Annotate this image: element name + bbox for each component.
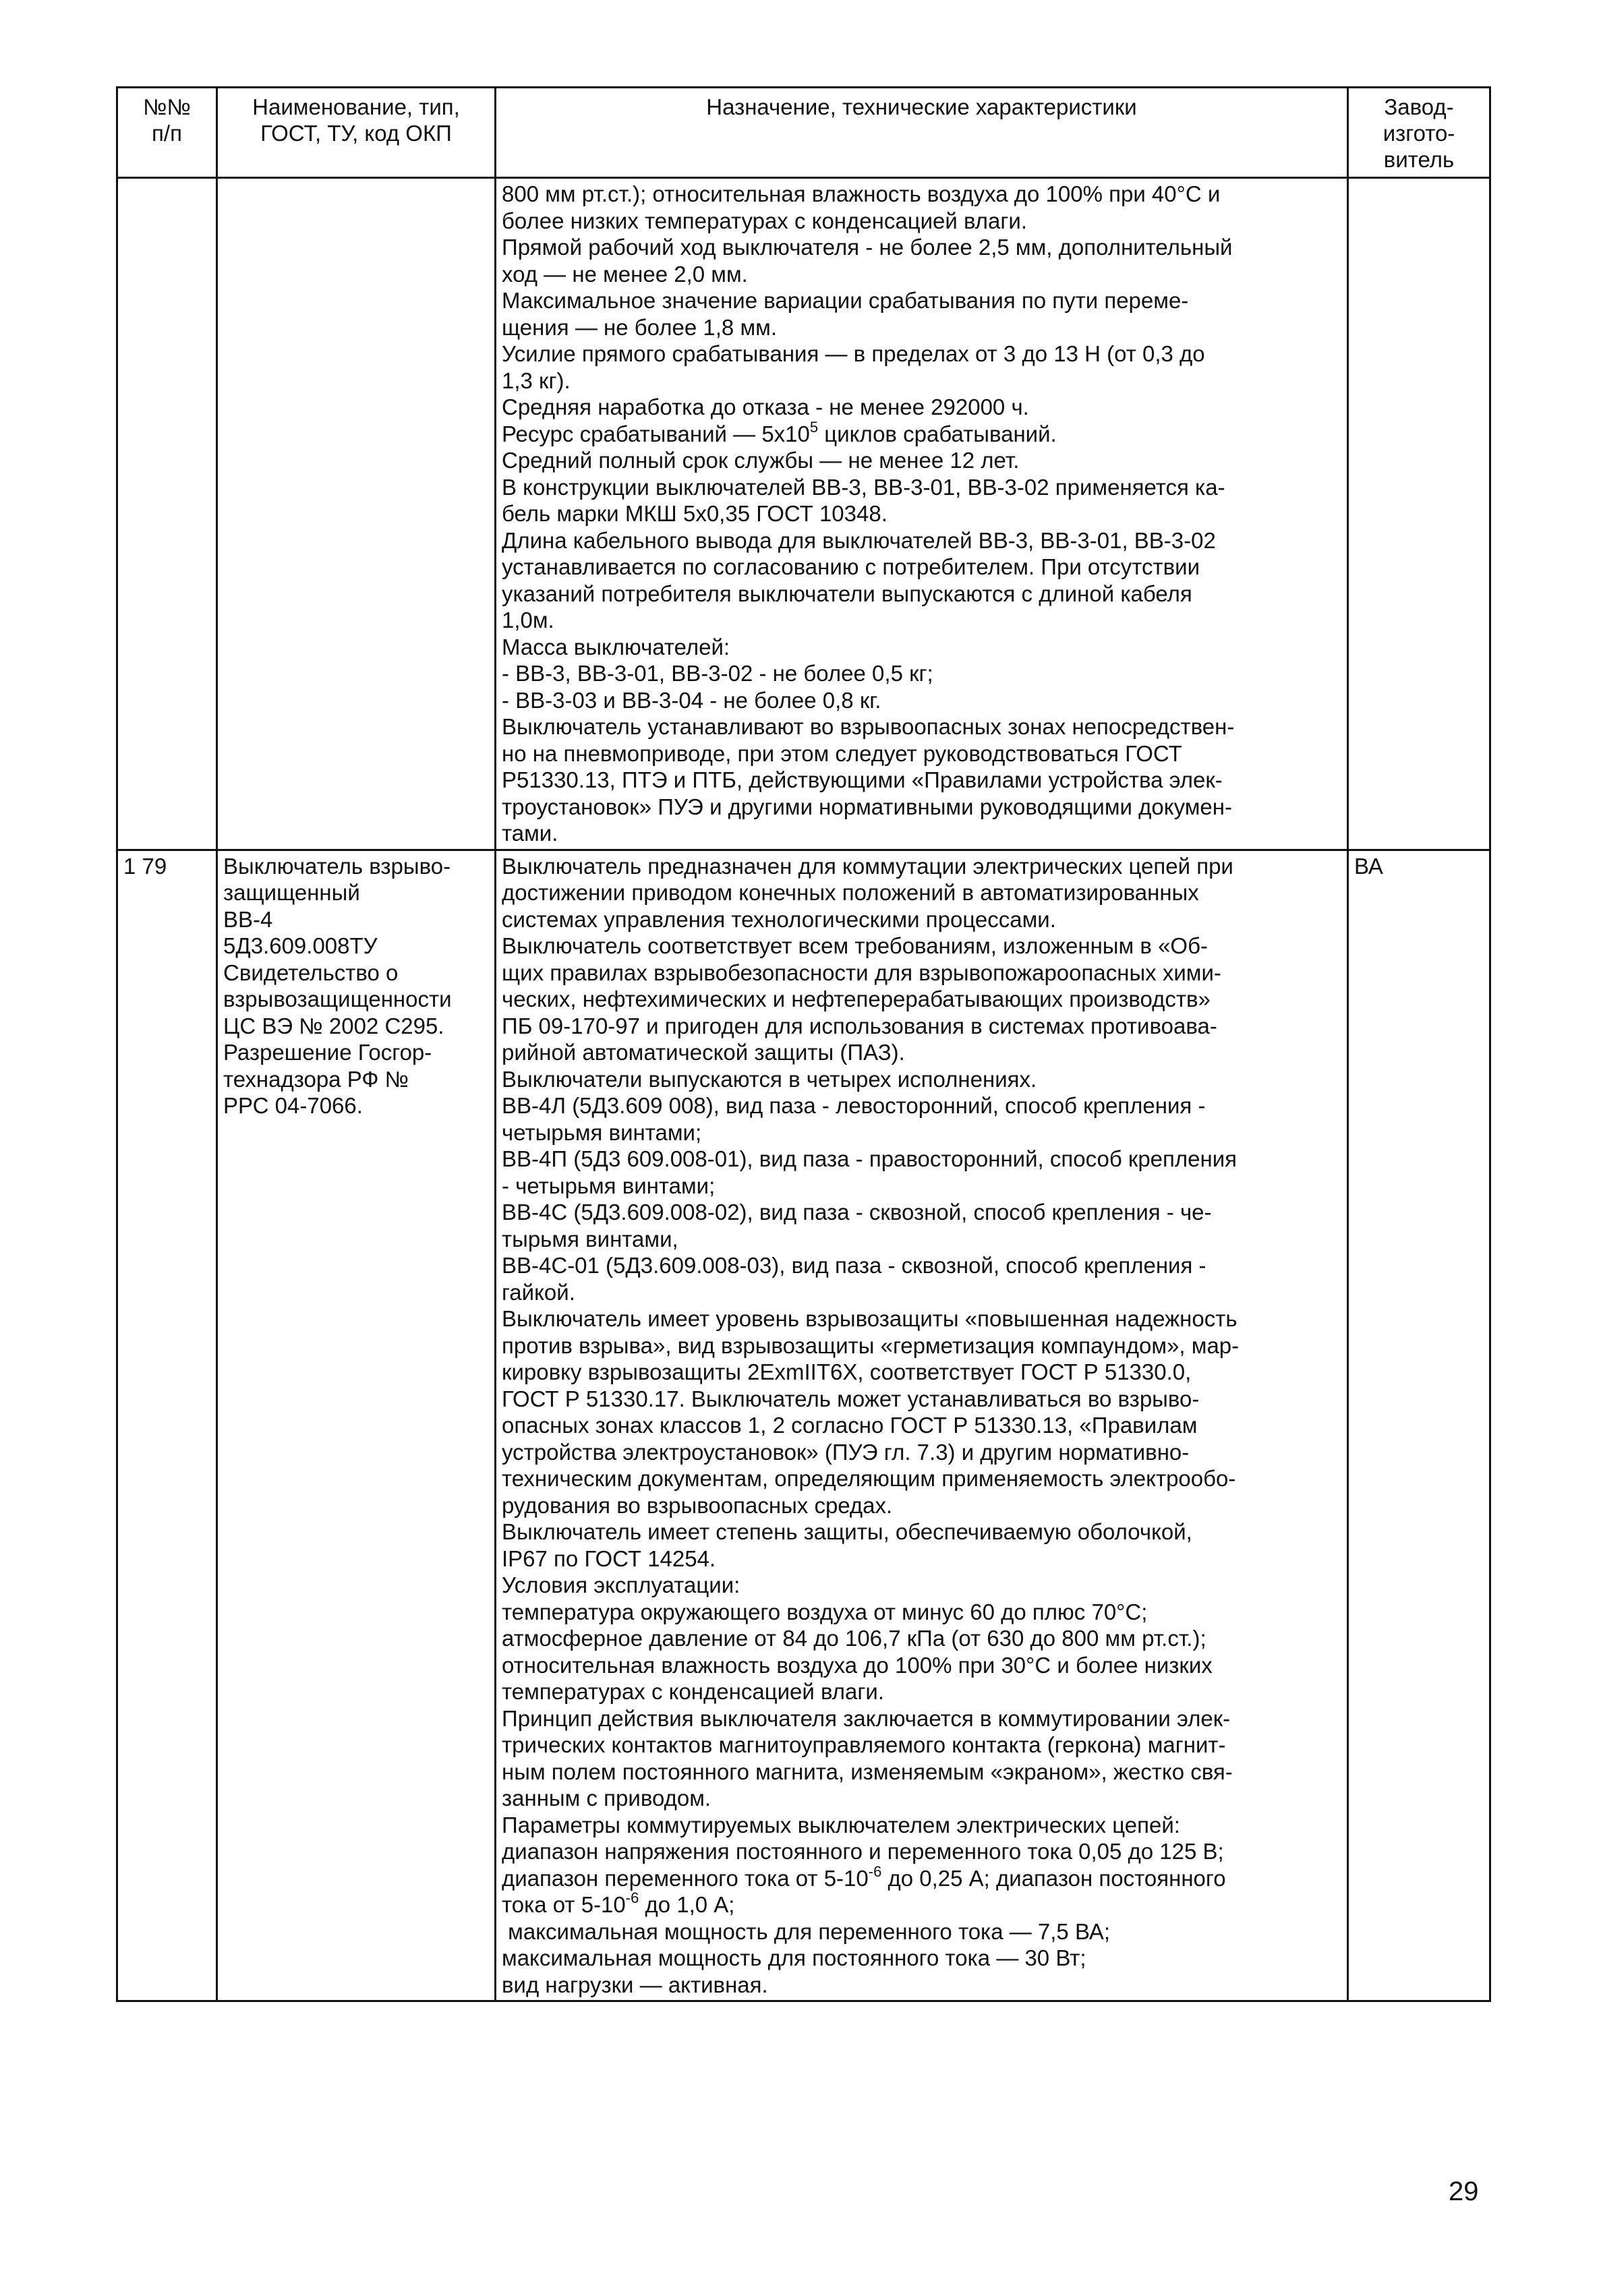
description-line: Выключатель устанавливают во взрывоопасных зонах непосредствен-	[502, 714, 1235, 739]
name-line: Свидетельство о	[223, 960, 399, 985]
description-line: Выключатель имеет степень защиты, обеспечиваемую оболочкой,	[502, 1519, 1192, 1544]
continued-name-cell	[217, 178, 496, 850]
row-name-cell	[217, 850, 496, 2001]
description-line: опасных зонах классов 1, 2 согласно ГОСТ Р 51330.13, «Правилам	[502, 1413, 1198, 1438]
description-line: кировку взрывозащиты 2ExmIIТ6Х, соответствует ГОСТ Р 51330.0,	[502, 1359, 1192, 1384]
description-line: Принцип действия выключателя заключается в коммутировании элек-	[502, 1705, 1231, 1731]
description-line: устанавливается по согласованию с потребителем. При отсутствии	[502, 554, 1200, 579]
description-line: более низких температурах с конденсацией влаги.	[502, 208, 1028, 233]
manufacturer: ВА	[1354, 853, 1383, 879]
description-line: рийной автоматической защиты (ПАЗ).	[502, 1040, 905, 1065]
specification-table	[116, 86, 1491, 2002]
description-line: В конструкции выключателей ВВ-3, ВВ-3-01, ВВ-3-02 применяется ка-	[502, 474, 1225, 500]
text-part: Ресурс срабатываний — 5х10	[502, 421, 810, 446]
description-line: указаний потребителя выключатели выпускаются с длиной кабеля	[502, 581, 1192, 606]
description-line: трических контактов магнитоуправляемого контакта (геркона) магнит-	[502, 1732, 1226, 1757]
description-line: Условия эксплуатации:	[502, 1572, 740, 1597]
description-line: IP67 по ГОСТ 14254.	[502, 1546, 716, 1571]
description-line: устройства электроустановок» (ПУЭ гл. 7.3) и другим нормативно-	[502, 1439, 1190, 1465]
description-line: Средняя наработка до отказа - не менее 292000 ч.	[502, 394, 1029, 419]
description-line: тами.	[502, 821, 558, 846]
superscript-exponent: 5	[809, 418, 819, 436]
description-line: ВВ-4П (5Д3 609.008-01), вид паза - правосторонний, способ крепления	[502, 1146, 1238, 1171]
description-line: против взрыва», вид взрывозащиты «герметизация компаундом», мар-	[502, 1332, 1240, 1358]
row-description-cell	[496, 850, 1348, 2001]
name-line: ВВ-4	[223, 906, 273, 932]
description-line: но на пневмоприводе, при этом следует руководствоваться ГОСТ	[502, 740, 1182, 766]
description-line: Выключатели выпускаются в четырех исполнениях.	[502, 1066, 1037, 1092]
table-row-179	[117, 850, 1490, 2001]
description-line: Выключатель предназначен для коммутации электрических цепей при	[502, 853, 1233, 879]
description-line: Средний полный срок службы — не менее 12 лет.	[502, 448, 1020, 473]
superscript-exponent: -6	[625, 1889, 639, 1906]
text-part: диапазон переменного тока от 5-10	[502, 1865, 869, 1891]
description-line: достижении приводом конечных положений в автоматизированных	[502, 880, 1199, 905]
description-line: Выключатель имеет уровень взрывозащиты «повышенная надежность	[502, 1306, 1238, 1331]
name-line: защищенный	[223, 880, 360, 905]
description-line: температурах с конденсацией влаги.	[502, 1679, 885, 1704]
description-line: относительная влажность воздуха до 100% при 30°С и более низких	[502, 1652, 1213, 1678]
text-part: до 1,0 А;	[639, 1892, 735, 1917]
description-line: - ВВ-3, ВВ-3-01, ВВ-3-02 - не более 0,5 кг;	[502, 661, 933, 686]
description-line: 1,3 кг).	[502, 367, 571, 393]
row-manufacturer-cell	[1348, 850, 1490, 2001]
description-line: ным полем постоянного магнита, изменяемым «экраном», жестко свя-	[502, 1759, 1233, 1784]
description-line: Выключатель соответствует всем требованиям, изложенным в «Об-	[502, 933, 1208, 958]
description-line	[502, 1862, 1341, 1892]
description-line: техническим документам, определяющим применяемость электрообо-	[502, 1466, 1236, 1491]
description-line: тырьмя винтами,	[502, 1226, 678, 1252]
table-header-row	[117, 88, 1490, 178]
name-line: технадзора РФ №	[223, 1066, 409, 1092]
description-line: максимальная мощность для постоянного тока — 30 Вт;	[502, 1945, 1086, 1970]
description-line: Прямой рабочий ход выключателя - не более 2,5 мм, дополнительный	[502, 235, 1233, 260]
row-number-cell	[117, 850, 217, 2001]
description-line: Параметры коммутируемых выключателем электрических цепей:	[502, 1812, 1180, 1837]
description-line: ПБ 09-170-97 и пригоден для использования в системах противоава-	[502, 1013, 1217, 1038]
description-line: Р51330.13, ПТЭ и ПТБ, действующими «Правилами устройства элек-	[502, 767, 1223, 792]
superscript-exponent: -6	[868, 1862, 882, 1880]
name-line: Разрешение Госгор-	[223, 1040, 432, 1065]
description-line: - ВВ-3-03 и ВВ-3-04 - не более 0,8 кг.	[502, 687, 881, 713]
header-name: Наименование, тип, ГОСТ, ТУ, код ОКП	[217, 88, 496, 178]
name-line: Выключатель взрыво-	[223, 853, 451, 879]
header-number: №№ п/п	[117, 88, 217, 178]
description-line: максимальная мощность для переменного тока — 7,5 ВА;	[502, 1918, 1111, 1944]
continued-number-cell	[117, 178, 217, 850]
description-line	[502, 418, 1341, 448]
description-line: диапазон напряжения постоянного и переменного тока 0,05 до 125 В;	[502, 1839, 1224, 1864]
description-line: ГОСТ Р 51330.17. Выключатель может устанавливаться во взрыво-	[502, 1386, 1200, 1411]
description-line: ВВ-4С-01 (5Д3.609.008-03), вид паза - сквозной, способ крепления -	[502, 1253, 1206, 1278]
description-line: ческих, нефтехимических и нефтеперерабатывающих производств»	[502, 987, 1211, 1011]
description-line: атмосферное давление от 84 до 106,7 кПа (от 630 до 800 мм рт.ст.);	[502, 1626, 1206, 1651]
continued-manufacturer-cell	[1348, 178, 1490, 850]
description-line: бель марки МКШ 5х0,35 ГОСТ 10348.	[502, 501, 887, 526]
text-part: тока от 5-10	[502, 1892, 626, 1917]
text-part: до 0,25 А; диапазон постоянного	[881, 1865, 1226, 1891]
description-line: Масса выключателей:	[502, 634, 730, 659]
description-line: ход — не менее 2,0 мм.	[502, 261, 748, 287]
header-description: Назначение, технические характеристики	[496, 88, 1348, 178]
table-row-continued	[117, 178, 1490, 850]
description-line: ВВ-4Л (5Д3.609 008), вид паза - левосторонний, способ крепления -	[502, 1093, 1206, 1118]
description-line: четырьмя винтами;	[502, 1119, 702, 1145]
text-part: циклов срабатываний.	[818, 421, 1057, 446]
name-line: взрывозащищенности	[223, 987, 452, 1011]
description-line: вид нагрузки — активная.	[502, 1972, 768, 1997]
description-line: занным с приводом.	[502, 1786, 711, 1811]
description-line: системах управления технологическими процессами.	[502, 906, 1056, 932]
description-line: Максимальное значение вариации срабатывания по пути переме-	[502, 288, 1189, 313]
name-line: РРС 04-7066.	[223, 1093, 363, 1118]
description-line: щения — не более 1,8 мм.	[502, 314, 777, 340]
row-number: 1 79	[123, 853, 167, 879]
description-line: 1,0м.	[502, 608, 554, 632]
name-line: ЦС ВЭ № 2002 С295.	[223, 1013, 444, 1038]
description-line: гайкой.	[502, 1279, 575, 1305]
name-line: 5Д3.609.008ТУ	[223, 933, 378, 958]
continued-description-cell	[496, 178, 1348, 850]
description-line: рудования во взрывоопасных средах.	[502, 1492, 893, 1518]
page-number: 29	[1449, 2177, 1479, 2206]
description-line: щих правилах взрывобезопасности для взрывопожароопасных хими-	[502, 960, 1221, 985]
description-line: Усилие прямого срабатывания — в пределах от 3 до 13 Н (от 0,3 до	[502, 341, 1205, 366]
description-line: Длина кабельного вывода для выключателей ВВ-3, ВВ-3-01, ВВ-3-02	[502, 527, 1216, 553]
description-line: троустановок» ПУЭ и другими нормативными руководящими докумен-	[502, 794, 1232, 819]
description-line: 800 мм рт.ст.); относительная влажность воздуха до 100% при 40°С и	[502, 181, 1221, 206]
description-line: температура окружающего воздуха от минус 60 до плюс 70°С;	[502, 1599, 1148, 1624]
description-line: - четырьмя винтами;	[502, 1173, 716, 1198]
description-line	[502, 1891, 1341, 1918]
header-manufacturer: Завод- изгото- витель	[1348, 88, 1490, 178]
description-line: ВВ-4С (5Д3.609.008-02), вид паза - сквозной, способ крепления - че-	[502, 1200, 1212, 1225]
